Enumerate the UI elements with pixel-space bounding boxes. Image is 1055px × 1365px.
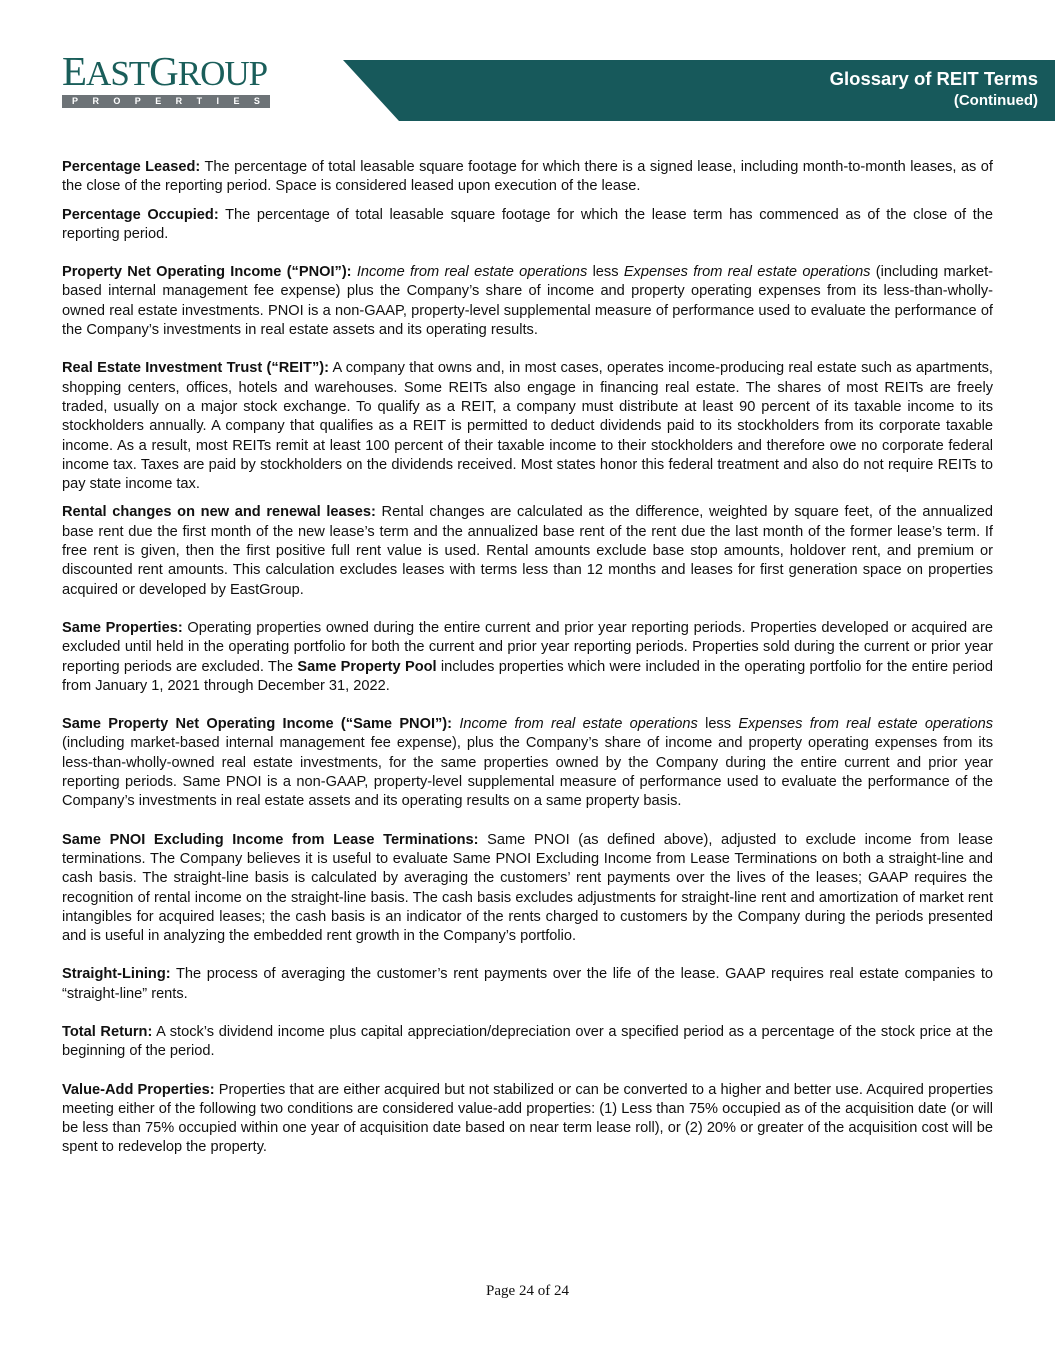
glossary-entry: [62, 503, 993, 599]
logo-tagline-bar: [62, 95, 270, 108]
logo-letter: G: [149, 48, 178, 94]
definition-text: The percentage of total leasable square footage for which there is a signed lease, including month-to-month leases, as of the close of the reporting period. Space is considered leased upon execution of the lease.: [62, 159, 993, 195]
glossary-term: Straight-Lining:: [62, 966, 171, 983]
logo-tagline-letter: S: [253, 96, 260, 106]
definition-text: Same PNOI (as defined above), adjusted to exclude income from lease terminations. The Company believes it is useful to evaluate Same PNOI Excluding Income from Lease Terminations on both a straight-line and cash basis. The straight-line basis is calculated by averaging the customers’ rent payments over the lives of the leases; GAAP requires the recognition of rental income on the straight-line basis. The cash basis excludes adjustments for straight-line rent and amortization of market rent intangibles for acquired leases; the cash basis is an indicator of the rents charged to customers by the Company during the periods presented and is useful in analyzing the embedded rent growth in the Company’s portfolio.: [62, 831, 994, 945]
logo-tagline-letter: I: [216, 96, 220, 106]
definition-text: The percentage of total leasable square footage for which the lease term has commenced as of the close of the reporting period.: [62, 206, 993, 242]
logo-tagline-letter: T: [196, 96, 203, 106]
italic-term: Expenses from real estate operations: [623, 264, 871, 281]
definition-text: includes properties which were included in the operating portfolio for the entire period from January 1, 2021 through December 31, 2022.: [62, 658, 994, 694]
entry-spacer: [62, 340, 993, 359]
company-logo: [62, 48, 270, 108]
entry-spacer: [62, 600, 993, 619]
glossary-entry: [62, 359, 993, 494]
logo-wordmark: [62, 48, 270, 94]
logo-letters: AST: [86, 54, 150, 93]
italic-term: Expenses from real estate operations: [738, 716, 994, 733]
definition-text: (including market-based internal management fee expense) plus the Company’s share of income and property operating expenses from its less-than-wholly-owned real estate investments. PNOI is a non-GAAP, property-level supplemental measure of performance used to evaluate the performance of the Company’s investments in real estate assets and its operating results.: [62, 264, 993, 339]
glossary-entry: [62, 715, 993, 811]
entry-spacer: [62, 812, 993, 831]
page-subtitle: (Continued): [953, 92, 1038, 109]
entry-spacer: [62, 696, 993, 715]
logo-tagline-letter: P: [134, 96, 141, 106]
definition-text: less: [697, 716, 739, 733]
definition-text: Rental changes are calculated as the difference, weighted by square feet, of the annualized base rent due the first month of the new lease’s term and the annualized base rent of the rent due the last month of the former lease’s term. If free rent is given, then the first positive full rent value is used. Rental amounts exclude base stop amounts, holdover rent, and premium or discounted rent amounts. This calculation excludes leases with terms less than 12 months and leases for first generation space on properties acquired or developed by EastGroup.: [62, 504, 993, 598]
entry-spacer: [62, 494, 993, 503]
glossary-term: Same Property Net Operating Income (“Same PNOI”):: [62, 716, 453, 733]
entry-spacer: [62, 946, 993, 965]
glossary-entry: [62, 206, 993, 245]
bold-term: Same Property Pool: [297, 658, 437, 675]
definition-text: A company that owns and, in most cases, operates income-producing real estate such as apartments, shopping centers, offices, hotels and warehouses. Some REITs also engage in financing real estate. The shares of most REITs are freely traded, usually on a major stock exchange. To qualify as a REIT, a company must distribute at least 90 percent of its taxable income to its stockholders annually. A company that qualifies as a REIT is permitted to deduct dividends paid to its stockholders from its corporate taxable income. As a result, most REITs remit at least 100 percent of their taxable income to their stockholders and therefore owe no corporate federal income tax. Taxes are paid by stockholders on the dividends received. Most states honor this federal treatment and also do not require REITs to pay state income tax.: [62, 360, 993, 493]
glossary-entry: [62, 831, 993, 947]
glossary-entry: [62, 619, 993, 696]
definition-text: less: [587, 264, 624, 281]
definition-text: The process of averaging the customer’s rent payments over the life of the lease. GAAP requires real estate companies to “straight-line” rents.: [62, 966, 993, 1002]
entry-spacer: [62, 197, 993, 206]
glossary-term: Total Return:: [62, 1023, 153, 1040]
logo-tagline-letter: R: [175, 96, 183, 106]
glossary-entry: [62, 1023, 993, 1062]
page-number: Page 24 of 24: [486, 1283, 569, 1299]
glossary-body: [62, 158, 993, 1158]
entry-spacer: [62, 244, 993, 263]
glossary-entry: [62, 263, 993, 340]
entry-spacer: [62, 1004, 993, 1023]
glossary-term: Property Net Operating Income (“PNOI”):: [62, 264, 352, 281]
definition-text: A stock’s dividend income plus capital appreciation/depreciation over a specified period as a percentage of the stock price at the beginning of the period.: [62, 1023, 993, 1060]
glossary-entry: [62, 1081, 993, 1158]
definition-text: (including market-based internal management fee expense), plus the Company’s share of income and property operating expenses from its less-than-wholly-owned real estate investments, for the same properties owned by the Company during the entire current and prior year reporting periods. Same PNOI is a non-GAAP, property-level supplemental measure of performance used to evaluate the performance of the Company’s investments in real estate assets and its operating results on a same property basis.: [62, 735, 993, 810]
glossary-entry: [62, 158, 993, 197]
definition-text: Operating properties owned during the entire current and prior year reporting periods. Properties developed or acquired are excluded until held in the operating portfolio for both the current and prior year reporting periods. Properties sold during the current or prior year reporting periods are excluded. The: [62, 619, 993, 675]
logo-tagline-letter: R: [92, 96, 99, 106]
glossary-entry: [62, 965, 993, 1004]
logo-letters: ROUP: [177, 54, 268, 93]
glossary-term: Value-Add Properties:: [62, 1081, 215, 1098]
glossary-term: Same Properties:: [62, 619, 183, 636]
glossary-term: Real Estate Investment Trust (“REIT”):: [62, 360, 329, 377]
logo-tagline-letter: E: [233, 96, 240, 106]
italic-term: Income from real estate operations: [459, 716, 698, 733]
definition-text: Properties that are either acquired but not stabilized or can be converted to a higher and better use. Acquired properties meeting either of the following two conditions are considered value-add properties: (1) Less than 75% occupied as of the acquisition date (or will be less than 75% occupied within one year of acquisition date based on near term lease roll), or (2) 20% or greater of the acquisition cost will be spent to redevelop the property.: [62, 1081, 993, 1156]
glossary-term: Rental changes on new and renewal leases:: [62, 504, 376, 521]
glossary-term: Same PNOI Excluding Income from Lease Terminations:: [62, 831, 479, 848]
logo-tagline-letter: P: [72, 96, 79, 106]
logo-tagline-letter: O: [113, 96, 121, 106]
logo-tagline-letter: E: [155, 96, 162, 106]
logo-letter: E: [62, 48, 87, 94]
glossary-term: Percentage Leased:: [62, 159, 201, 175]
glossary-term: Percentage Occupied:: [62, 206, 219, 223]
entry-spacer: [62, 1062, 993, 1081]
page-title: Glossary of REIT Terms: [829, 68, 1038, 89]
italic-term: Income from real estate operations: [356, 264, 588, 281]
